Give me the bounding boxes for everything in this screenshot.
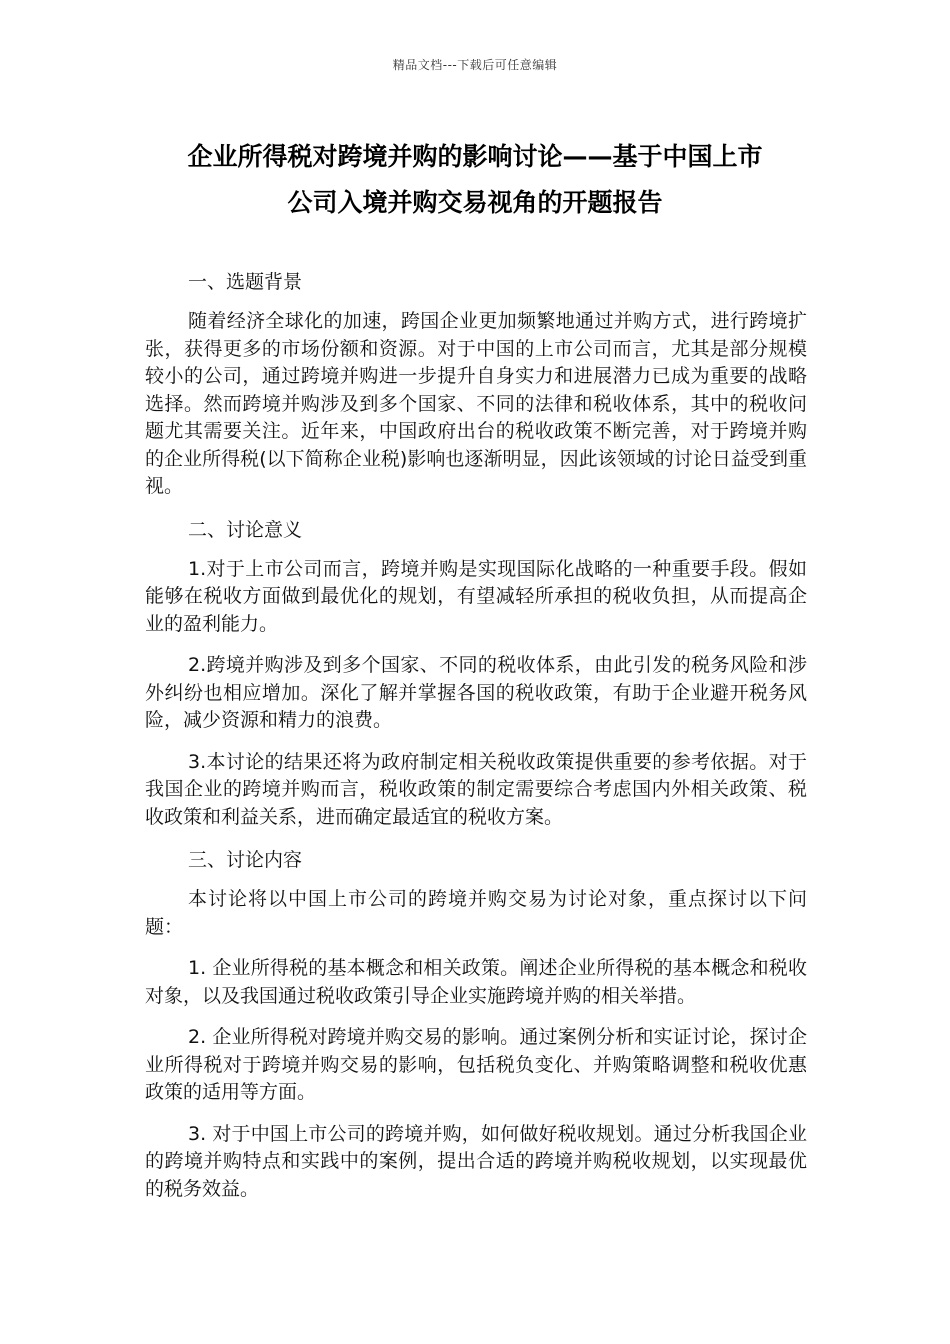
paragraph: 1.对于上市公司而言，跨境并购是实现国际化战略的一种重要手段。假如能够在税收方面做到最优化的规划，有望减轻所承担的税收负担，从而提高企业的盈利能力。	[145, 557, 807, 635]
section-heading-significance: 二、讨论意义	[188, 518, 303, 541]
paragraph: 本讨论将以中国上市公司的跨境并购交易为讨论对象，重点探讨以下问题：	[145, 888, 807, 938]
paragraph: 2. 企业所得税对跨境并购交易的影响。通过案例分析和实证讨论，探讨企业所得税对于跨境并购交易的影响，包括税负变化、并购策略调整和税收优惠政策的适用等方面。	[145, 1026, 807, 1103]
paragraph: 2.跨境并购涉及到多个国家、不同的税收体系，由此引发的税务风险和涉外纠纷也相应增加。深化了解并掌握各国的税收政策，有助于企业避开税务风险，减少资源和精力的浪费。	[145, 654, 807, 731]
title-line-1: 企业所得税对跨境并购的影响讨论——基于中国上市	[187, 142, 763, 171]
document-title	[140, 134, 810, 226]
section-heading-background: 一、选题背景	[188, 271, 303, 293]
paragraph: 3.本讨论的结果还将为政府制定相关税收政策提供重要的参考依据。对于我国企业的跨境并购而言，税收政策的制定需要综合考虑国内外相关政策、税收政策和利益关系，进而确定最适宜的税收方案。	[145, 750, 807, 828]
section-heading-content: 三、讨论内容	[188, 849, 303, 871]
document-body	[145, 267, 807, 1217]
paragraph: 1. 企业所得税的基本概念和相关政策。阐述企业所得税的基本概念和税收对象，以及我国通过税收政策引导企业实施跨境并购的相关举措。	[145, 957, 807, 1007]
paragraph: 随着经济全球化的加速，跨国企业更加频繁地通过并购方式，进行跨境扩张，获得更多的市场份额和资源。对于中国的上市公司而言，尤其是部分规模较小的公司，通过跨境并购进一步提升自身实力和进展潜力已成为重要的战略选择。然而跨境并购涉及到多个国家、不同的法律和税收体系，其中的税收问题尤其需要关注。近年来，中国政府出台的税收政策不断完善，对于跨境并购的企业所得税(以下简称企业税)影响也逐渐明显，因此该领域的讨论日益受到重视。	[145, 310, 807, 497]
title-line-2: 公司入境并购交易视角的开题报告	[287, 188, 663, 217]
paragraph: 3. 对于中国上市公司的跨境并购，如何做好税收规划。通过分析我国企业的跨境并购特点和实践中的案例，提出合适的跨境并购税收规划，以实现最优的税务效益。	[145, 1122, 807, 1200]
page-header-watermark: 精品文档---下载后可任意编辑	[392, 58, 558, 72]
